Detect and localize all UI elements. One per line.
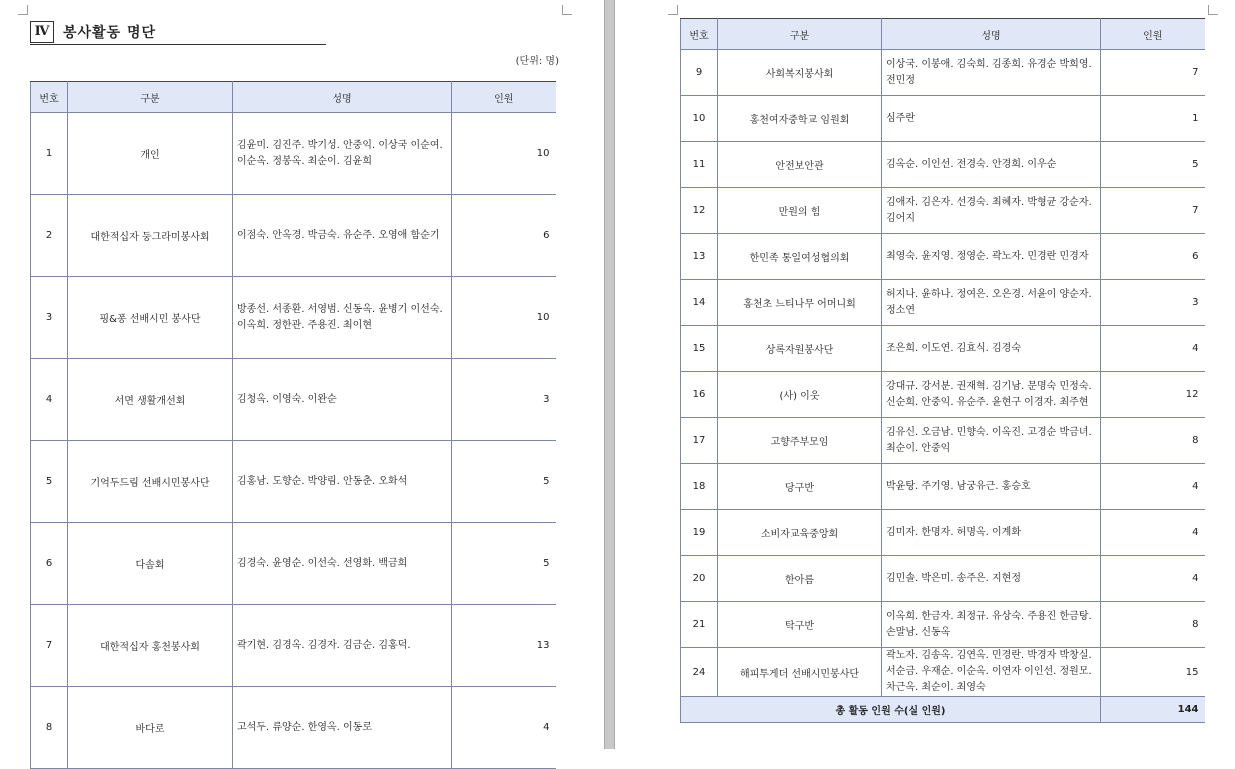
page-corner-mark [1208,5,1218,15]
row-category: 한아름 [718,556,882,602]
table-row [681,142,1205,188]
total-count: 144 [1101,697,1205,723]
table-row [31,277,556,359]
page-corner-mark [668,5,678,15]
row-count: 4 [1101,510,1205,556]
row-names: 김윤미. 김진주. 박기성. 안중익. 이상국 이순여. 이순옥. 정봉옥. 최순이. 김윤희 [233,113,452,195]
page-corner-mark [562,5,572,15]
row-names: 이점숙. 안옥경. 박금숙. 유순주. 오영애 함순기 [233,195,452,277]
row-category: 대한적십자 둥그라미봉사회 [68,195,233,277]
row-category: 기억두드림 선배시민봉사단 [68,441,233,523]
header-count: 인원 [1101,19,1205,50]
table-row [681,188,1205,234]
row-count: 8 [1101,602,1205,648]
table-row [681,372,1205,418]
row-names: 박윤탕. 주기영. 남궁유근. 홍승호 [882,464,1101,510]
row-category: 상록자원봉사단 [718,326,882,372]
total-row [681,697,1205,723]
table-row [31,441,556,523]
row-category: (사) 이웃 [718,372,882,418]
header-category: 구분 [718,19,882,50]
row-number: 21 [681,602,718,648]
row-category: 서면 생활개선회 [68,359,233,441]
row-names: 이옥희. 한금자. 최정규. 유상숙. 주용진 한금탕. 손말남. 신동옥 [882,602,1101,648]
row-names: 김유신. 오금남. 민향숙. 이옥진. 고경순 박금녀. 최순이. 안중익 [882,418,1101,464]
volunteer-table-left [30,81,556,769]
table-row [681,326,1205,372]
row-count: 6 [1101,234,1205,280]
row-count: 12 [1101,372,1205,418]
row-number: 8 [31,687,68,769]
row-names: 고석두. 류양순. 한영옥. 이동로 [233,687,452,769]
row-count: 7 [1101,50,1205,96]
table-row [681,556,1205,602]
row-number: 1 [31,113,68,195]
section-number: Ⅳ [30,21,54,43]
row-category: 다솜회 [68,523,233,605]
row-count: 7 [1101,188,1205,234]
table-row [681,510,1205,556]
table-row [681,96,1205,142]
row-number: 14 [681,280,718,326]
table-header-row [681,19,1205,50]
row-names: 김청옥. 이영숙. 이완순 [233,359,452,441]
page-corner-mark [18,5,28,15]
row-number: 9 [681,50,718,96]
table-row [681,648,1205,697]
table-row [31,195,556,277]
header-no: 번호 [31,82,68,113]
row-names: 김경숙. 윤영순. 이선숙. 선영화. 백금희 [233,523,452,605]
row-category: 홍천여자중학교 임원회 [718,96,882,142]
row-count: 5 [452,441,556,523]
table-row [31,605,556,687]
row-names: 허지나. 윤하나. 정여은. 오은경. 서윤이 양순자. 정소연 [882,280,1101,326]
row-number: 15 [681,326,718,372]
row-names: 최영숙. 윤지영. 정영순. 곽노자. 민경란 민경자 [882,234,1101,280]
row-count: 6 [452,195,556,277]
section-heading [30,19,326,45]
row-names: 김홍남. 도향순. 박양림. 안동춘. 오화석 [233,441,452,523]
row-number: 11 [681,142,718,188]
table-row [31,359,556,441]
row-category: 대한적십자 홍천봉사회 [68,605,233,687]
row-category: 개인 [68,113,233,195]
row-number: 3 [31,277,68,359]
row-names: 이상국. 이봉애. 김숙희. 김종희. 유경순 박희영. 전민정 [882,50,1101,96]
row-names: 곽노자. 김송옥. 김연옥. 민경란. 박경자 박창실. 서순금. 우재순. 이순옥. 이연자 이인선. 정원모. 차근옥. 최순이. 최영숙 [882,648,1101,697]
row-count: 13 [452,605,556,687]
row-names: 김옥순. 이인선. 전경숙. 안경희. 이우순 [882,142,1101,188]
row-count: 10 [452,277,556,359]
row-category: 고향주부모임 [718,418,882,464]
volunteer-table-right [680,18,1205,723]
row-number: 4 [31,359,68,441]
row-count: 4 [1101,326,1205,372]
row-number: 5 [31,441,68,523]
row-names: 조은희. 이도연. 김효식. 김경숙 [882,326,1101,372]
section-title: 봉사활동 명단 [63,24,157,41]
table-row [681,234,1205,280]
page-divider [604,0,615,749]
row-number: 19 [681,510,718,556]
row-names: 심주란 [882,96,1101,142]
row-number: 7 [31,605,68,687]
table-row [681,464,1205,510]
row-category: 사회복지봉사회 [718,50,882,96]
row-category: 한민족 통일여성협의회 [718,234,882,280]
row-category: 탁구반 [718,602,882,648]
row-count: 1 [1101,96,1205,142]
table-row [681,602,1205,648]
row-category: 바다로 [68,687,233,769]
row-names: 김미자. 한명자. 허명옥. 이계화 [882,510,1101,556]
row-category: 핑&퐁 선배시민 봉사단 [68,277,233,359]
total-label: 총 활동 인원 수(실 인원) [681,697,1101,723]
row-count: 3 [452,359,556,441]
row-names: 곽기현. 김경옥. 김경자. 김금순. 김홍덕. [233,605,452,687]
row-count: 5 [452,523,556,605]
row-count: 15 [1101,648,1205,697]
header-no: 번호 [681,19,718,50]
header-count: 인원 [452,82,556,113]
row-number: 12 [681,188,718,234]
row-category: 소비자교육중앙회 [718,510,882,556]
row-count: 4 [1101,556,1205,602]
row-count: 8 [1101,418,1205,464]
unit-note: (단위: 명) [515,56,559,67]
header-names: 성명 [882,19,1101,50]
table-row [31,687,556,769]
row-names: 강대규. 강서분. 권재혁. 김기남. 문명숙 민정숙. 신순희. 안중익. 유순주. 윤현구 이경자. 최주현 [882,372,1101,418]
row-number: 10 [681,96,718,142]
row-number: 20 [681,556,718,602]
row-number: 24 [681,648,718,697]
table-row [31,523,556,605]
row-number: 2 [31,195,68,277]
row-number: 6 [31,523,68,605]
table-header-row [31,82,556,113]
row-number: 16 [681,372,718,418]
row-count: 10 [452,113,556,195]
row-category: 만원의 힘 [718,188,882,234]
row-names: 방종선. 서종환. 서영범. 신동옥. 윤병기 이선숙. 이옥희. 정한관. 주용진. 최이현 [233,277,452,359]
row-count: 4 [452,687,556,769]
row-count: 5 [1101,142,1205,188]
table-row [681,418,1205,464]
table-row [681,50,1205,96]
row-count: 4 [1101,464,1205,510]
row-number: 13 [681,234,718,280]
row-category: 홍천초 느티나무 어머니회 [718,280,882,326]
row-number: 18 [681,464,718,510]
header-category: 구분 [68,82,233,113]
row-count: 3 [1101,280,1205,326]
row-names: 김민솔. 박은미. 송주은. 지현정 [882,556,1101,602]
row-names: 김애자. 김은자. 선경숙. 최혜자. 박형균 강순자. 김어지 [882,188,1101,234]
row-category: 해피투게더 선배시민봉사단 [718,648,882,697]
table-row [31,113,556,195]
header-names: 성명 [233,82,452,113]
row-category: 당구반 [718,464,882,510]
row-category: 안전보안관 [718,142,882,188]
table-row [681,280,1205,326]
row-number: 17 [681,418,718,464]
